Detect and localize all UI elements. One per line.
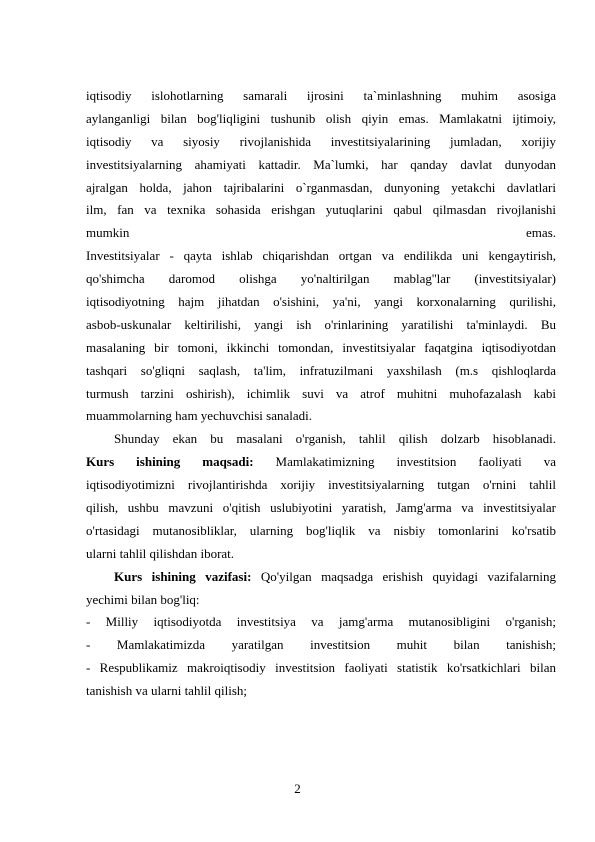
text-line: qo'shimcha daromod olishga yo'naltirilgan mablag''lar (investitsiyalar) (86, 271, 556, 287)
text-line: ilm, fan va texnika sohasida erishgan yutuqlarini qabul qilmasdan rivojlanishi (86, 202, 556, 218)
text-line: ularni tahlil qilishdan iborat. (86, 545, 235, 561)
text-line: Investitsiyalar - qayta ishlab chiqarishdan ortgan va endilikda uni kengaytirish, (86, 248, 556, 264)
tasks-heading: Kurs ishining vazifasi: (114, 568, 252, 584)
text-line: investitsiyalarning ahamiyati kattadir. Ma`lumki, har qanday davlat dunyodan (86, 156, 556, 172)
text-line: mumkin emas. (86, 225, 556, 241)
text-line: muammolarning ham yechuvchisi sanaladi. (86, 408, 312, 424)
document-body (86, 85, 556, 703)
text-line: Shunday ekan bu masalani o'rganish, tahlil qilish dolzarb hisoblanadi. (114, 431, 556, 447)
page-number: 2 (294, 781, 301, 796)
goal-heading: Kurs ishining maqsadi: (86, 454, 254, 470)
text-line: yechimi bilan bog'liq: (86, 591, 200, 607)
text-line: masalaning bir tomoni, ikkinchi tomondan, investitsiyalar faqatgina iqtisodiyotdan (86, 339, 556, 355)
tasks-text: Qo'yilgan maqsadga erishish quyidagi vazifalarning (260, 568, 556, 584)
text-line: qilish, ushbu mavzuni o'qitish uslubiyotini yaratish, Jamg'arma va investitsiyalar (86, 500, 556, 516)
text-line: ajralgan holda, jahon tajribalarini o`rganmasdan, dunyoning yetakchi davlatlari (86, 179, 556, 195)
list-item: - Mamlakatimizda yaratilgan investitsion muhit bilan tanishish; (86, 637, 556, 653)
text-line (86, 566, 556, 589)
text-line: iqtisodiy va siyosiy rivojlanishida investitsiyalarining jumladan, xorijiy (86, 133, 556, 149)
list-item: - Respublikamiz makroiqtisodiy investitsion faoliyati statistik ko'rsatkichlari bilan (86, 660, 556, 676)
text-line: tashqari so'gliqni saqlash, ta'lim, infratuzilmani yaxshilash (m.s qishloqlarda (86, 362, 556, 378)
text-line: iqtisodiy islohotlarning samarali ijrosini ta`minlashning muhim asosiga (86, 88, 556, 103)
text-line: iqtisodiyotimizni rivojlantirishda xorijiy investitsiyalarning tutgan o'rnini tahlil (86, 477, 556, 493)
text-line: turmush tarzini oshirish), ichimlik suvi va atrof muhitni muhofazalash kabi (86, 385, 556, 401)
text-line: asbob-uskunalar keltirilishi, yangi ish o'rinlarining yaratilishi ta'minlaydi. Bu (86, 316, 556, 332)
text-line: aylanganligi bilan bog'liqligini tushunib olish qiyin emas. Mamlakatni ijtimoiy, (86, 110, 556, 126)
list-item: tanishish va ularni tahlil qilish; (86, 683, 248, 699)
text-line: o'rtasidagi mutanosibliklar, ularning bog'liqlik va nisbiy tomonlarini ko'rsatib (86, 522, 556, 538)
list-item: - Milliy iqtisodiyotda investitsiya va jamg'arma mutanosibligini o'rganish; (86, 614, 556, 630)
goal-text: Mamlakatimizning investitsion faoliyati va (275, 454, 556, 470)
text-line (86, 451, 556, 474)
text-line: iqtisodiyotning hajm jihatdan o'sishini, ya'ni, yangi korxonalarning qurilishi, (86, 294, 556, 310)
